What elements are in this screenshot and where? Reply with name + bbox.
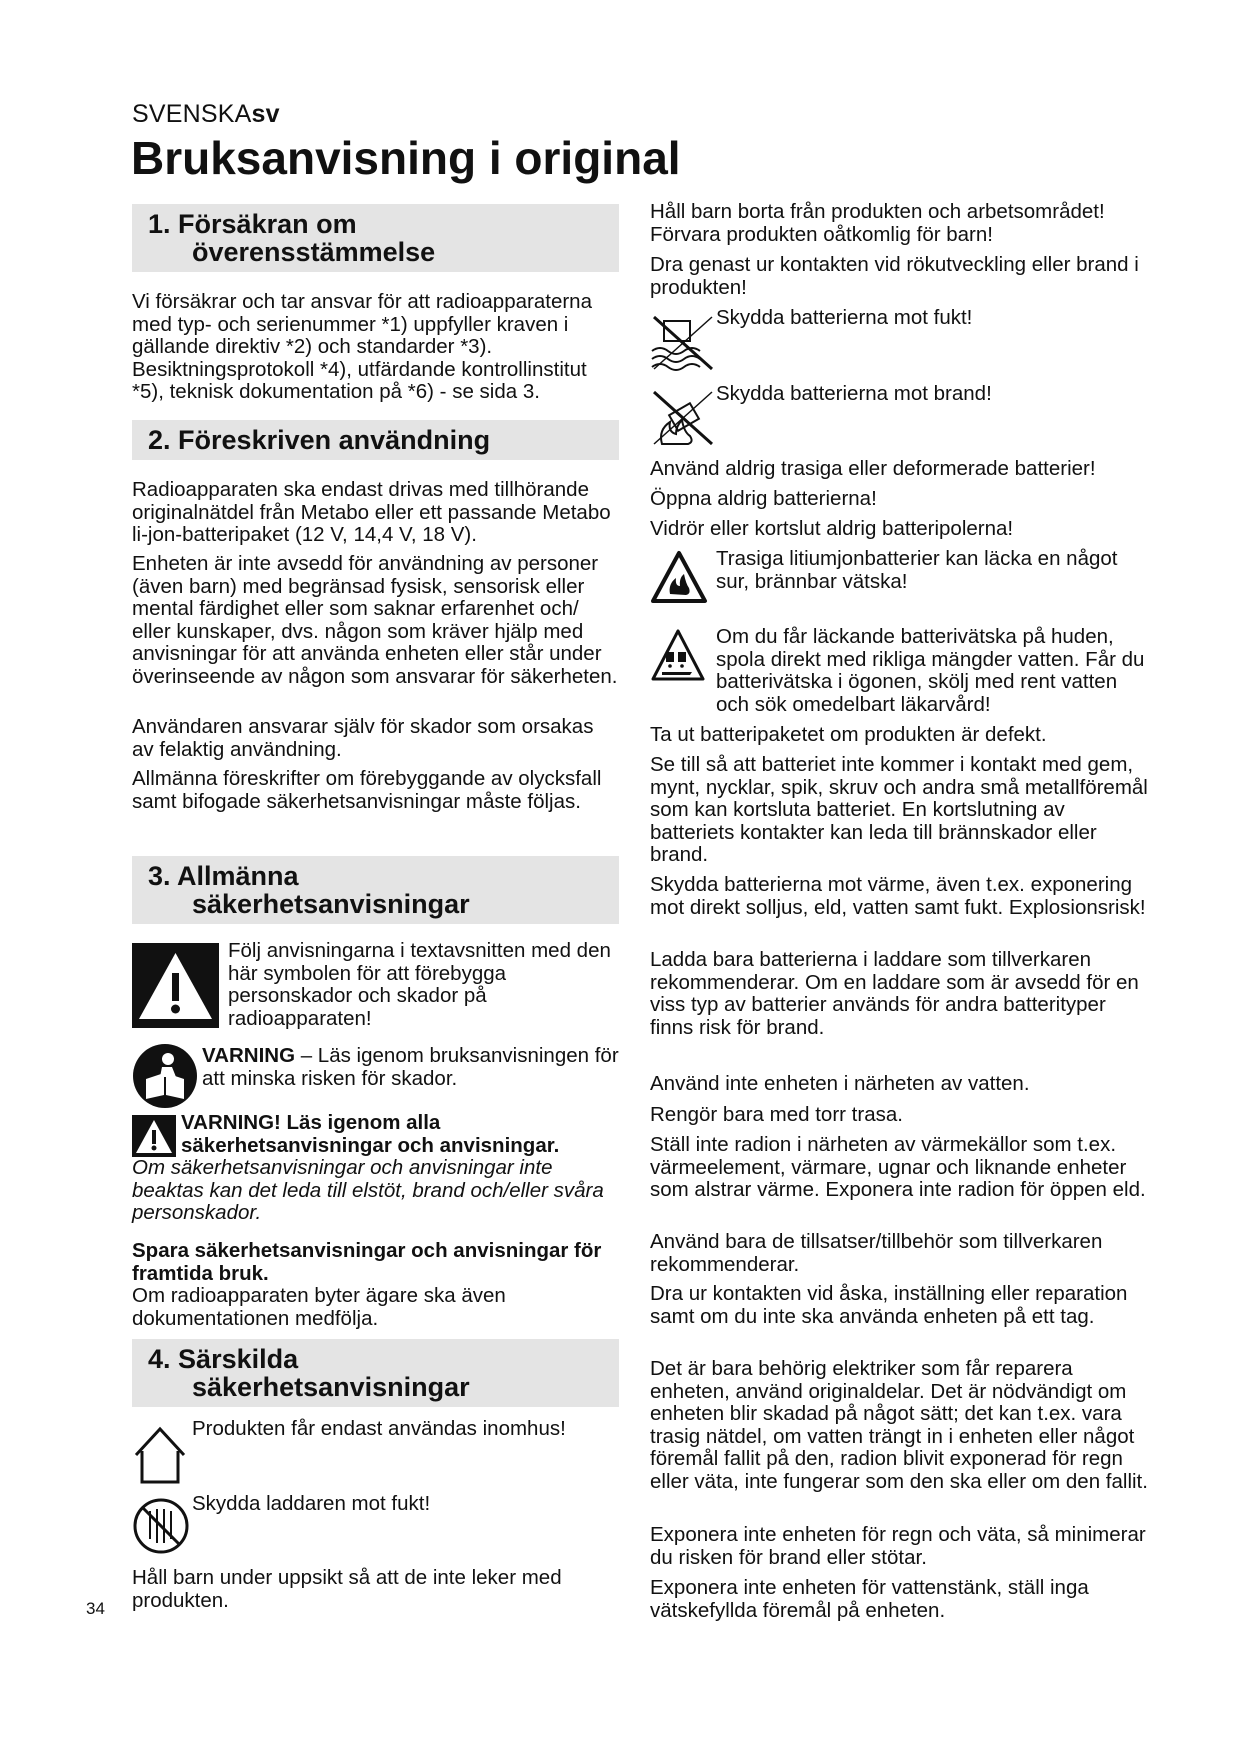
language-name: SVENSKA	[132, 100, 252, 128]
right-text-17: Använd bara de tillsatser/tillbehör som tillverkaren rekommenderar.	[650, 1230, 1103, 1276]
section-2-text-4: Allmänna föreskrifter om förebyggande av olycksfall samt bifogade säkerhetsanvisningar måste följas.	[132, 767, 602, 813]
section-3-heading: 3. Allmänna säkerhetsanvisningar	[132, 856, 619, 924]
warning-small-icon	[132, 1115, 176, 1157]
right-text-15: Rengör bara med torr trasa.	[650, 1103, 903, 1126]
right-text-16: Ställ inte radion i närheten av värmekällor som t.ex. värmeelement, värmare, ugnar och liknande enheter som alstrar värme. Exponera inte radion för öppen eld.	[650, 1133, 1146, 1201]
indoor-use-text: Produkten får endast användas inomhus!	[192, 1417, 566, 1440]
battery-no-moisture-icon	[650, 311, 716, 373]
right-text-21: Exponera inte enheten för vattenstänk, ställ inga vätskefyllda föremål på enheten.	[650, 1576, 1089, 1622]
warning-symbol-text: Följ anvisningarna i textavsnitten med den här symbolen för att förebygga personskador och skador på radioapparaten!	[228, 939, 611, 1030]
right-text-13: Ladda bara batterierna i laddare som tillverkaren rekommenderar. Om en laddare som är avsedd för en viss typ av batterier används för andra batterityper finns risk för brand.	[650, 948, 1139, 1039]
varning-all-text: VARNING! Läs igenom alla säkerhetsanvisningar och anvisningar.	[181, 1111, 560, 1157]
right-text-6: Öppna aldrig batterierna!	[650, 487, 877, 510]
varning-read-text: VARNING – Läs igenom bruksanvisningen för att minska risken för skador.	[202, 1044, 619, 1090]
right-text-12: Skydda batterierna mot värme, även t.ex. exponering mot direkt solljus, eld, vatten samt fukt. Explosionsrisk!	[650, 873, 1146, 919]
section-1-heading: 1. Försäkran om överensstämmelse	[132, 204, 619, 272]
right-text-11: Se till så att batteriet inte kommer i kontakt med gem, mynt, nycklar, spik, skruv och andra små metallföremål som kan kortsluta batteriet. En kortslutning av batteriets kontakter kan leda till brännskador eller brand.	[650, 753, 1148, 866]
save-instructions-bold: Spara säkerhetsanvisningar och anvisningar för framtida bruk.	[132, 1239, 602, 1285]
charger-moisture-text: Skydda laddaren mot fukt!	[192, 1492, 431, 1515]
right-text-7: Vidrör eller kortslut aldrig batteripolerna!	[650, 517, 1014, 540]
section-2-text-3: Användaren ansvarar själv för skador som orsakas av felaktig användning.	[132, 715, 594, 761]
right-text-2: Dra genast ur kontakten vid rökutveckling eller brand i produkten!	[650, 253, 1139, 299]
battery-no-fire-icon	[650, 386, 716, 448]
section-2-heading: 2. Föreskriven användning	[132, 420, 619, 460]
warning-triangle-icon	[132, 943, 219, 1028]
right-text-5: Använd aldrig trasiga eller deformerade batterier!	[650, 457, 1096, 480]
section-2-text-2: Enheten är inte avsedd för användning av personer (även barn) med begränsad fysisk, sensorisk eller mental färdighet eller som saknar erfarenhet och/ eller kunskaper, dvs. någon som kräver hjälp med anvisningar för att använda enheten eller står under överinseende av någon som ansvarar för säkerheten.	[132, 552, 618, 688]
corrosive-warning-icon	[650, 628, 706, 682]
section-4-heading: 4. Särskilda säkerhetsanvisningar	[132, 1339, 619, 1407]
right-text-20: Exponera inte enheten för regn och väta, så minimerar du risken för brand eller stötar.	[650, 1523, 1146, 1569]
lithium-leak-text: Trasiga litiumjonbatterier kan läcka en något sur, brännbar vätska!	[716, 547, 1118, 593]
page-number: 34	[86, 1599, 105, 1618]
language-code: sv	[251, 100, 280, 128]
save-instructions-text: Om radioapparaten byter ägare ska även dokumentationen medfölja.	[132, 1284, 506, 1330]
no-moisture-icon	[132, 1497, 190, 1555]
right-text-14: Använd inte enheten i närheten av vatten.	[650, 1072, 1030, 1095]
supervise-children-text: Håll barn under uppsikt så att de inte leker med produkten.	[132, 1566, 562, 1612]
right-text-18: Dra ur kontakten vid åska, inställning eller reparation samt om du inte ska använda enheten på ett tag.	[650, 1282, 1128, 1328]
right-text-19: Det är bara behörig elektriker som får reparera enheten, använd originaldelar. Det är nödvändigt om enheten blir skadad på något sätt; det kan t.ex. vara trasig nätdel, om vatten trängt in i enheten eller något föremål fallit på den, radion blivit exponerad för regn eller väta, inte fungerar som den ska eller om den fallit.	[650, 1357, 1148, 1493]
language-label	[132, 100, 280, 129]
leak-skin-text-a: Om du får läckande batterivätska på huden, spola direkt med rikliga mängder vatten. Får du batterivätska i ögonen, skölj med rent vatten och sök omedelbart läkarvård!	[716, 625, 1145, 716]
warning-italic-text: Om säkerhetsanvisningar och anvisningar inte beaktas kan det leda till elstöt, brand och/eller svåra personskador.	[132, 1156, 604, 1224]
read-manual-icon	[132, 1043, 198, 1109]
page-title: Bruksanvisning i original	[131, 132, 681, 184]
house-icon	[132, 1425, 188, 1485]
section-2-text-1: Radioapparaten ska endast drivas med tillhörande originalnätdel från Metabo eller ett passande Metabo li-jon-batteripaket (12 V, 14,4 V, 18 V).	[132, 478, 611, 546]
right-text-1: Håll barn borta från produkten och arbetsområdet! Förvara produkten oåtkomlig för barn!	[650, 200, 1105, 246]
battery-moisture-text: Skydda batterierna mot fukt!	[716, 306, 973, 329]
right-text-10: Ta ut batteripaketet om produkten är defekt.	[650, 723, 1047, 746]
flammable-warning-icon	[650, 550, 708, 604]
section-1-text: Vi försäkrar och tar ansvar för att radioapparaterna med typ- och serienummer *1) uppfyller kraven i gällande direktiv *2) och standarder *3). Besiktningsprotokoll *4), utfärdande kontrollinstitut *5), teknisk dokumentation på *6) - se sida 3.	[132, 290, 592, 403]
battery-fire-text: Skydda batterierna mot brand!	[716, 382, 992, 405]
